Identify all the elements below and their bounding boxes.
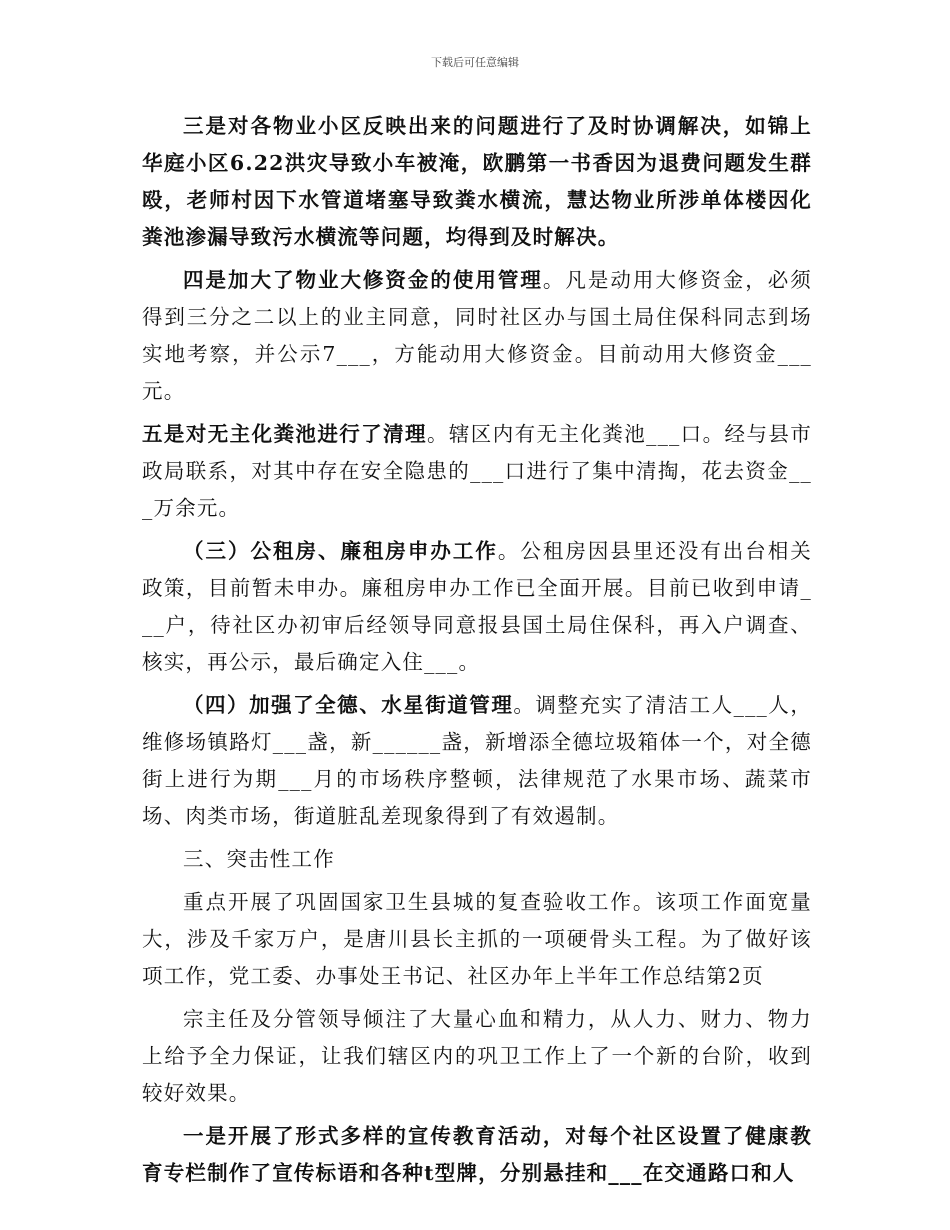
paragraph-p5-body: 。调整充实了清洁工人___人，维修场镇路灯___盏，新______盏，新增添全德垃圾箱体一个，对全德街上进行为期___月的市场秩序整顿，法律规范了水果市场、蔬菜市场、肉类市场，街道脏乱差现象得到了有效遏制。: [142, 693, 813, 828]
section-heading-3: 三、突击性工作: [183, 847, 335, 871]
paragraph-p5-lead: （四）加强了全德、水星街道管理: [183, 693, 514, 717]
paragraph-p8: 一是开展了形式多样的宣传教育活动，对每个社区设置了健康教育专栏制作了宣传标语和各种t型牌，分别悬挂和___在交通路口和人: [142, 1124, 812, 1185]
paragraph-p2-body: 。凡是动用大修资金，必须得到三分之二以上的业主同意，同时社区办与国土局住保科同志到场实地考察，并公示7___，方能动用大修资金。目前动用大修资金___元。: [142, 268, 812, 403]
paragraph-p3-body: 。辖区内有无主化粪池___口。经与县市政局联系，对其中存在安全隐患的___口进行了集中清掏，花去资金___万余元。: [142, 422, 812, 520]
paragraph-p3-lead: 五是对无主化粪池进行了清理: [142, 422, 427, 446]
page-header: 下载后可任意编辑: [431, 56, 519, 69]
paragraph-p2-lead: 四是加大了物业大修资金的使用管理: [183, 268, 543, 292]
paragraph-p3: [142, 416, 812, 527]
paragraph-p2: [142, 262, 812, 410]
paragraph-p5: [142, 687, 812, 835]
paragraph-p4-lead: （三）公租房、廉租房申办工作: [183, 539, 498, 563]
paragraph-p6: 重点开展了巩固国家卫生县城的复查验收工作。该项工作面宽量大，涉及千家万户，是唐川县长主抓的一项硬骨头工程。为了做好该项工作，党工委、办事处王书记、社区办年上半年工作总结第2页: [142, 890, 812, 988]
document-body: [142, 108, 812, 1198]
paragraph-p4: [142, 533, 812, 681]
paragraph-p1: 三是对各物业小区反映出来的问题进行了及时协调解决，如锦上华庭小区6.22洪灾导致小车被淹，欧鹏第一书香因为退费问题发生群殴，老师村因下水管道堵塞导致粪水横流，慧达物业所涉单体楼因化粪池渗漏导致污水横流等问题，均得到及时解决。: [142, 114, 812, 249]
paragraph-p4-body: 。公租房因县里还没有出台相关政策，目前暂未申办。廉租房申办工作已全面开展。目前已收到申请___户，待社区办初审后经领导同意报县国土局住保科，再入户调查、核实，再公示，最后确定入住___。: [142, 539, 812, 674]
paragraph-p7: 宗主任及分管领导倾注了大量心血和精力，从人力、财力、物力上给予全力保证，让我们辖区内的巩卫工作上了一个新的台阶，收到较好效果。: [142, 1007, 812, 1105]
